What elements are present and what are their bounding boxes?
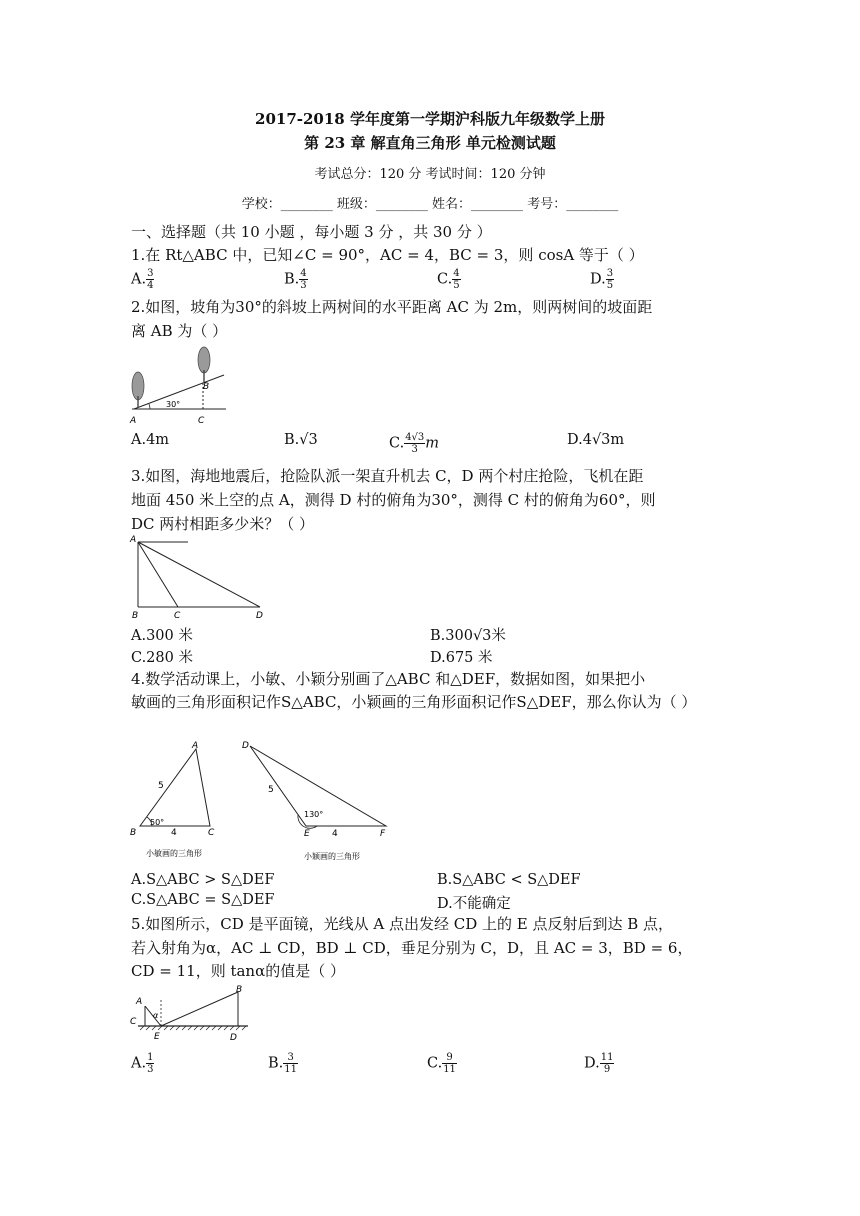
question-2-line-2: 离 AB 为（ ）: [131, 322, 228, 340]
side-5-label: 5: [158, 781, 164, 791]
angle-50-label: 50°: [150, 818, 165, 827]
side-5-label: 5: [268, 785, 274, 795]
q2-option-c: C. $\frac{4√3}{3}$ m: [389, 432, 440, 455]
student-fields: 学校：________ 班级：________ 姓名：________ 考号：________: [241, 197, 619, 212]
q4-option-c: C.S△ABC = S△DEF: [131, 892, 275, 908]
q3-option-b: B.300√3米: [430, 628, 506, 644]
q5-option-d: D. $\frac{11}{9}$: [584, 1052, 614, 1075]
q3-option-a: A.300 米: [131, 628, 193, 644]
question-3-line-3: DC 两村相距多少米？（ ）: [131, 515, 315, 533]
chapter-title: 第 23 章 解直角三角形 单元检测试题: [304, 134, 556, 152]
question-4-line-1: 4.数学活动课上，小敏、小颖分别画了△ABC 和△DEF，数据如图，如果把小: [131, 670, 646, 688]
q5-option-c: C. $\frac{9}{11}$: [427, 1052, 456, 1075]
caption-xiaoying: 小颖画的三角形: [304, 852, 360, 861]
helicopter-figure: [128, 532, 270, 622]
point-b-label: B: [132, 611, 139, 621]
triangle-def-figure: [238, 736, 400, 866]
point-a-label: A: [136, 997, 143, 1007]
q4-option-b: B.S△ABC < S△DEF: [437, 872, 581, 888]
question-5-line-2: 若入射角为α，AC ⊥ CD，BD ⊥ CD，垂足分别为 C，D，且 AC = 3，BD = 6，: [131, 939, 693, 957]
q2-option-a: A.4m: [131, 432, 170, 448]
q3-option-c: C.280 米: [131, 650, 193, 666]
point-a-label: A: [130, 535, 137, 545]
q1-option-d: D. $\frac{3}{5}$: [590, 268, 614, 291]
q5-option-b: B. $\frac{3}{11}$: [268, 1052, 297, 1075]
point-c-label: C: [130, 1017, 137, 1027]
q3-option-d: D.675 米: [430, 650, 493, 666]
point-c-label: C: [208, 828, 215, 838]
point-d-label: D: [242, 741, 249, 751]
angle-130-label: 130°: [304, 810, 324, 819]
point-b-label: B: [236, 985, 243, 995]
question-3-line-1: 3.如图，海地地震后，抢险队派一架直升机去 C，D 两个村庄抢险，飞机在距: [131, 467, 644, 485]
exam-info: 考试总分：120 分 考试时间：120 分钟: [314, 167, 546, 182]
angle-30-label: 30°: [166, 400, 181, 409]
question-4-line-2: 敏画的三角形面积记作S△ABC，小颖画的三角形面积记作S△DEF，那么你认为（ ）: [131, 693, 697, 711]
point-e-label: E: [154, 1032, 160, 1042]
side-4-label: 4: [171, 828, 177, 838]
question-3-line-2: 地面 450 米上空的点 A，测得 D 村的俯角为30°，测得 C 村的俯角为60°，则: [131, 491, 656, 509]
caption-xiaomin: 小敏画的三角形: [146, 849, 202, 858]
question-1-text: 1.在 Rt△ABC 中，已知∠C = 90°，AC = 4，BC = 3，则 cosA 等于（ ）: [131, 246, 644, 264]
point-b-label: B: [130, 828, 137, 838]
q4-option-d: D.不能确定: [437, 896, 511, 912]
point-a-label: A: [130, 416, 137, 426]
point-a-label: A: [192, 741, 199, 751]
question-5-line-1: 5.如图所示，CD 是平面镜，光线从 A 点出发经 CD 上的 E 点反射后到达 B 点，: [131, 915, 674, 933]
point-f-label: F: [380, 829, 386, 839]
question-5-line-3: CD = 11，则 tanα的值是（ ）: [131, 962, 345, 980]
exam-title: 2017-2018 学年度第一学期沪科版九年级数学上册: [255, 110, 605, 128]
slope-trees-figure: [128, 344, 230, 426]
point-e-label: E: [304, 829, 310, 839]
q2-option-b: B.√3: [284, 432, 318, 448]
point-c-label: C: [198, 416, 205, 426]
point-b-label: B: [203, 382, 210, 392]
q1-option-c: C. $\frac{4}{5}$: [437, 268, 460, 291]
point-d-label: D: [230, 1033, 237, 1043]
section-title: 一、选择题（共 10 小题 ，每小题 3 分 ，共 30 分 ）: [131, 223, 492, 241]
point-c-label: C: [174, 611, 181, 621]
alpha-label: α: [153, 1011, 159, 1020]
mirror-reflection-figure: [128, 984, 252, 1046]
q1-option-b: B. $\frac{4}{3}$: [284, 268, 307, 291]
question-2-line-1: 2.如图，坡角为30°的斜坡上两树间的水平距离 AC 为 2m，则两树间的坡面距: [131, 298, 653, 316]
q5-option-a: A. $\frac{1}{3}$: [131, 1052, 154, 1075]
side-4-label: 4: [332, 829, 338, 839]
q2-option-d: D.4√3m: [567, 432, 625, 448]
triangle-abc-figure: [128, 736, 228, 861]
point-d-label: D: [256, 611, 263, 621]
q4-option-a: A.S△ABC > S△DEF: [131, 872, 275, 888]
q1-option-a: A. $\frac{3}{4}$: [131, 268, 154, 291]
